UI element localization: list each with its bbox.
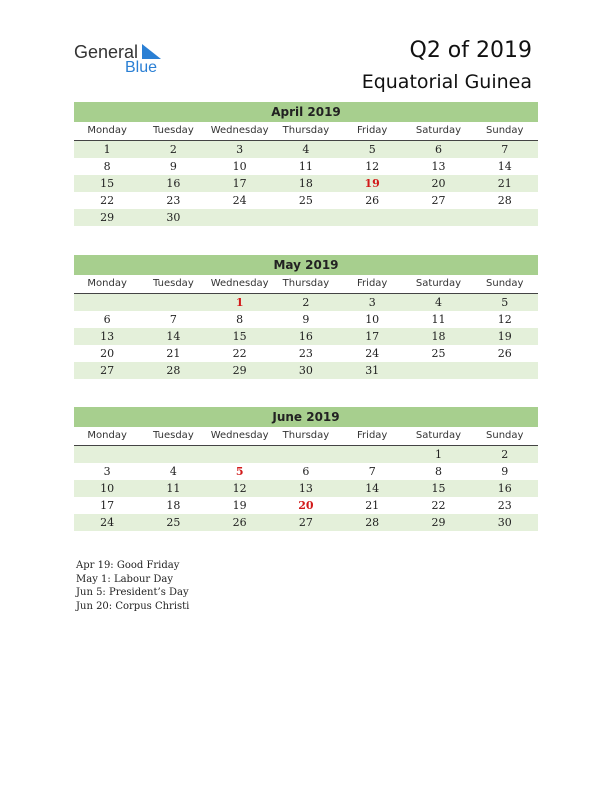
weekday-label: Sunday [486, 278, 524, 289]
day-cell: 19 [232, 499, 247, 512]
day-cell: 20 [431, 177, 446, 190]
day-cell: 28 [166, 364, 181, 377]
day-cell [140, 446, 206, 463]
weekday-label: Tuesday [153, 125, 194, 136]
month-title: June 2019 [74, 407, 538, 427]
day-cell [472, 209, 538, 226]
weekday-label: Monday [87, 278, 127, 289]
day-cell [405, 209, 471, 226]
day-cell: 26 [232, 516, 247, 529]
month-title: May 2019 [74, 255, 538, 275]
holiday-day-cell: 1 [235, 296, 244, 309]
day-cell: 26 [365, 194, 380, 207]
day-cell [273, 209, 339, 226]
weekday-label: Saturday [415, 125, 461, 136]
holiday-day-cell: 5 [235, 465, 244, 478]
day-cell: 15 [100, 177, 115, 190]
day-cell [273, 446, 339, 463]
week-row [74, 209, 538, 226]
day-cell: 16 [166, 177, 181, 190]
weekday-label: Friday [357, 278, 388, 289]
day-cell: 22 [232, 347, 247, 360]
day-cell: 13 [431, 160, 446, 173]
day-cell: 30 [497, 516, 512, 529]
holiday-item: Apr 19: Good Friday [76, 560, 180, 571]
week-row [74, 480, 538, 497]
weekday-label: Sunday [486, 125, 524, 136]
week-row [74, 158, 538, 175]
day-cell: 24 [365, 347, 380, 360]
weekday-label: Monday [87, 430, 127, 441]
weekday-label: Thursday [282, 430, 330, 441]
day-cell: 12 [497, 313, 512, 326]
day-cell: 2 [501, 448, 509, 461]
logo-word-blue: Blue [125, 59, 158, 76]
month-calendar [74, 255, 538, 379]
day-cell: 19 [497, 330, 512, 343]
weekday-label: Thursday [282, 278, 330, 289]
day-cell [207, 446, 273, 463]
holiday-item: May 1: Labour Day [76, 573, 173, 585]
day-cell [339, 209, 405, 226]
day-cell: 21 [365, 499, 380, 512]
day-cell [339, 446, 405, 463]
week-row [74, 463, 538, 480]
day-cell: 30 [166, 211, 181, 224]
day-cell: 16 [298, 330, 313, 343]
week-row [74, 514, 538, 531]
day-cell: 29 [431, 516, 446, 529]
weekday-label: Wednesday [210, 430, 269, 441]
week-row [74, 362, 538, 379]
day-cell: 22 [100, 194, 115, 207]
holiday-list [76, 559, 189, 613]
weekday-label: Thursday [282, 125, 330, 136]
day-cell [405, 362, 471, 379]
day-cell [140, 294, 206, 311]
holiday-day-cell: 20 [298, 499, 314, 512]
day-cell: 5 [368, 143, 376, 156]
week-row [74, 311, 538, 328]
day-cell: 6 [302, 465, 310, 478]
day-cell: 8 [103, 160, 111, 173]
day-cell: 17 [365, 330, 380, 343]
weekday-label: Saturday [415, 430, 461, 441]
weekday-header-row [74, 122, 538, 141]
day-cell: 13 [298, 482, 313, 495]
day-cell: 9 [302, 313, 310, 326]
month-calendar [74, 407, 538, 531]
week-row [74, 175, 538, 192]
day-cell: 17 [232, 177, 247, 190]
day-cell: 20 [100, 347, 115, 360]
holiday-day-cell: 19 [364, 177, 380, 190]
day-cell [207, 209, 273, 226]
day-cell: 21 [166, 347, 181, 360]
day-cell: 6 [434, 143, 442, 156]
day-cell: 14 [166, 330, 181, 343]
day-cell: 4 [302, 143, 310, 156]
week-row [74, 328, 538, 345]
day-cell: 7 [169, 313, 177, 326]
weekday-label: Wednesday [210, 125, 269, 136]
day-cell: 13 [100, 330, 115, 343]
day-cell: 11 [166, 482, 181, 495]
week-row [74, 141, 538, 158]
day-cell: 17 [100, 499, 115, 512]
weekday-label: Tuesday [153, 430, 194, 441]
day-cell: 11 [431, 313, 446, 326]
day-cell [74, 294, 140, 311]
day-cell: 31 [365, 364, 380, 377]
day-cell: 25 [166, 516, 181, 529]
day-cell: 27 [431, 194, 446, 207]
week-row [74, 446, 538, 463]
weekday-header-row [74, 427, 538, 446]
day-cell: 16 [497, 482, 512, 495]
day-cell: 15 [232, 330, 247, 343]
day-cell: 22 [431, 499, 446, 512]
day-cell: 18 [298, 177, 313, 190]
day-cell [74, 446, 140, 463]
day-cell: 25 [298, 194, 313, 207]
week-row [74, 345, 538, 362]
day-cell: 7 [368, 465, 376, 478]
weekday-label: Wednesday [210, 278, 269, 289]
day-cell: 23 [166, 194, 181, 207]
day-cell: 29 [100, 211, 115, 224]
day-cell: 28 [365, 516, 380, 529]
weekday-label: Monday [87, 125, 127, 136]
day-cell: 2 [169, 143, 177, 156]
day-cell: 24 [100, 516, 115, 529]
weekday-label: Saturday [415, 278, 461, 289]
day-cell: 30 [298, 364, 313, 377]
day-cell: 3 [103, 465, 111, 478]
day-cell: 8 [434, 465, 442, 478]
day-cell: 21 [497, 177, 512, 190]
day-cell: 6 [103, 313, 111, 326]
day-cell: 29 [232, 364, 247, 377]
weekday-header-row [74, 275, 538, 294]
day-cell: 7 [501, 143, 509, 156]
day-cell: 23 [497, 499, 512, 512]
day-cell: 9 [169, 160, 177, 173]
day-cell [472, 362, 538, 379]
day-cell: 23 [298, 347, 313, 360]
day-cell: 4 [434, 296, 442, 309]
day-cell: 18 [431, 330, 446, 343]
day-cell: 10 [100, 482, 115, 495]
day-cell: 1 [103, 143, 111, 156]
day-cell: 15 [431, 482, 446, 495]
logo-word-general: General [74, 42, 139, 62]
day-cell: 2 [302, 296, 310, 309]
page-title: Q2 of 2019 [409, 38, 532, 63]
week-row [74, 294, 538, 311]
day-cell: 10 [365, 313, 380, 326]
day-cell: 10 [232, 160, 247, 173]
week-row [74, 497, 538, 514]
weekday-label: Friday [357, 430, 388, 441]
day-cell: 8 [236, 313, 244, 326]
holiday-item: Jun 20: Corpus Christi [76, 600, 190, 612]
weekday-label: Sunday [486, 430, 524, 441]
day-cell: 3 [368, 296, 376, 309]
weekday-label: Tuesday [153, 278, 194, 289]
day-cell: 25 [431, 347, 446, 360]
day-cell: 5 [501, 296, 509, 309]
day-cell: 27 [298, 516, 313, 529]
month-title: April 2019 [74, 102, 538, 122]
day-cell: 28 [497, 194, 512, 207]
weekday-label: Friday [357, 125, 388, 136]
day-cell: 3 [236, 143, 244, 156]
week-row [74, 192, 538, 209]
day-cell: 1 [434, 448, 442, 461]
day-cell: 4 [169, 465, 177, 478]
day-cell: 27 [100, 364, 115, 377]
day-cell: 24 [232, 194, 247, 207]
day-cell: 18 [166, 499, 181, 512]
day-cell: 12 [365, 160, 380, 173]
holiday-item: Jun 5: President’s Day [76, 587, 189, 598]
day-cell: 11 [298, 160, 313, 173]
day-cell: 12 [232, 482, 247, 495]
day-cell: 26 [497, 347, 512, 360]
day-cell: 9 [501, 465, 509, 478]
country-name: Equatorial Guinea [361, 71, 532, 93]
day-cell: 14 [497, 160, 512, 173]
day-cell: 14 [365, 482, 380, 495]
month-calendar [74, 102, 538, 226]
logo-triangle-icon [142, 42, 162, 60]
